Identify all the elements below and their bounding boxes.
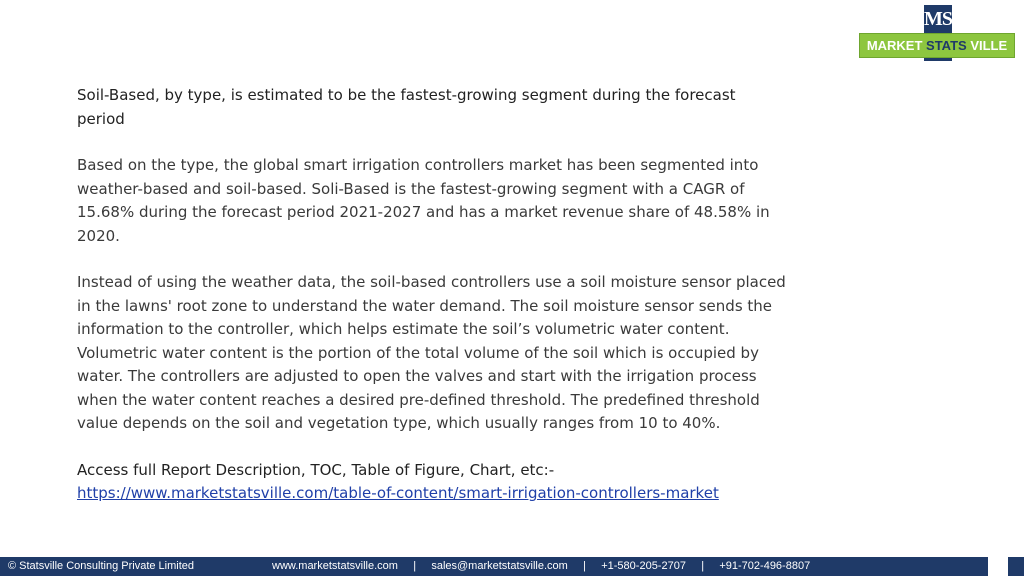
logo-word-mid: STATS: [926, 38, 967, 53]
footer-company: © Statsville Consulting Private Limited: [8, 560, 195, 572]
paragraph-segment-overview: Based on the type, the global smart irrigation controllers market has been segmented into weather-based and soil-based. Soli-Based is the fastest-growing segment with a CAGR of 15.68% during the forecast period 2021-2027 and has a market revenue share of 48.58% in 2020.: [77, 156, 770, 245]
access-report: [77, 459, 787, 506]
report-link[interactable]: https://www.marketstatsville.com/table-of-content/smart-irrigation-controllers-market: [77, 484, 719, 502]
logo-wordmark: [859, 33, 1015, 58]
footer-contacts: www.marketstatsville.com | sales@marketstatsville.com | +1-580-205-2707 | +91-702-496-8807: [272, 560, 811, 572]
paragraph-soil-sensor: Instead of using the weather data, the soil-based controllers use a soil moisture sensor placed in the lawns' root zone to understand the water demand. The soil moisture sensor sends the information to the controller, which helps estimate the soil’s volumetric water content. Volumetric water content is the portion of the total volume of the soil which is occupied by water. The controllers are adjusted to open the valves and start with the irrigation process when the water content reaches a desired pre-defined threshold. The predefined threshold value depends on the soil and vegetation type, which usually ranges from 10 to 40%.: [77, 273, 786, 432]
access-label: Access full Report Description, TOC, Table of Figure, Chart, etc:-: [77, 460, 555, 479]
main-content: [77, 84, 787, 506]
logo-underline: [924, 58, 952, 61]
section-heading: Soil-Based, by type, is estimated to be the fastest-growing segment during the forecast period: [77, 86, 736, 128]
footer-bar: [0, 557, 1024, 576]
footer-corner-block: [988, 557, 1008, 576]
logo-word-left: MARKET: [866, 38, 927, 53]
logo-word-right: VILLE: [966, 38, 1008, 53]
brand-logo: [859, 5, 1015, 61]
logo-mark: MS: [924, 5, 952, 33]
